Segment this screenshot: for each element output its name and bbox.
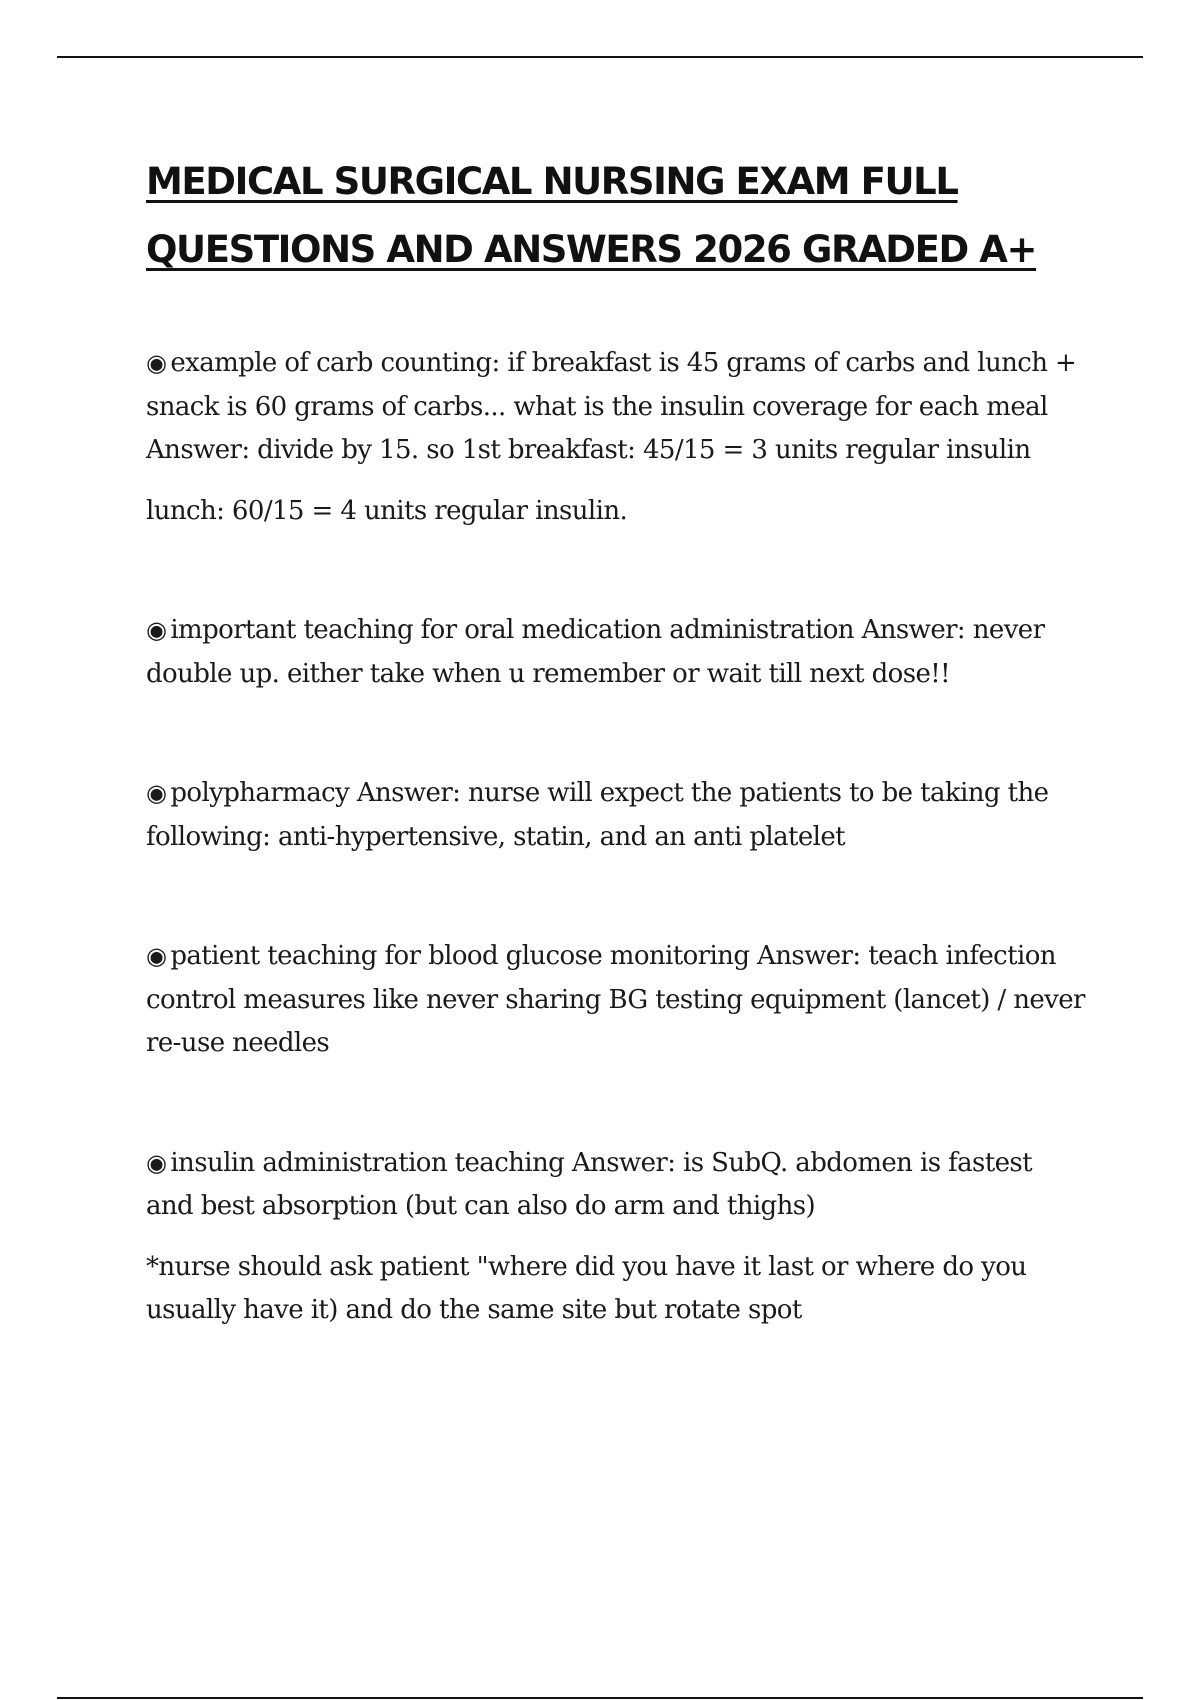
- title-line-2: QUESTIONS AND ANSWERS 2026 GRADED A+: [146, 228, 1037, 271]
- document-title: [146, 148, 1086, 284]
- qa-item-carb-counting: [146, 342, 1086, 533]
- bullet-icon: ◉: [146, 1148, 167, 1177]
- qa-text: patient teaching for blood glucose monitoring Answer: teach infection control measures like never sharing BG testing equipment (lancet) / never re-use needles: [146, 941, 1085, 1058]
- qa-text: insulin administration teaching Answer: is SubQ. abdomen is fastest and best absorption (but can also do arm and thighs): [146, 1147, 1033, 1221]
- bullet-icon: ◉: [146, 349, 167, 377]
- qa-item-insulin-administration: [146, 1142, 1086, 1333]
- qa-continuation: lunch: 60/15 = 4 units regular insulin.: [146, 495, 628, 526]
- qa-item-glucose-monitoring: [146, 935, 1086, 1066]
- qa-continuation: *nurse should ask patient "where did you have it last or where do you usually have it) and do the same site but rotate spot: [146, 1251, 1027, 1325]
- qa-text: example of carb counting: if breakfast is 45 grams of carbs and lunch + snack is 60 grams of carbs... what is the insulin coverage for each meal Answer: divide by 15. so 1st breakfast: 45/15 = 3 units regular insulin: [146, 348, 1077, 465]
- top-divider: [57, 56, 1143, 58]
- qa-question-answer: [146, 935, 1086, 1066]
- qa-question-answer: [146, 772, 1086, 859]
- qa-question-answer: [146, 1142, 1086, 1229]
- title-line-1: MEDICAL SURGICAL NURSING EXAM FULL: [146, 160, 958, 203]
- bullet-icon: ◉: [146, 616, 167, 644]
- qa-text: polypharmacy Answer: nurse will expect the patients to be taking the following: anti-hypertensive, statin, and an anti platelet: [146, 778, 1049, 852]
- qa-question-answer: [146, 609, 1086, 696]
- qa-item-oral-medication: [146, 609, 1086, 696]
- bullet-icon: ◉: [146, 779, 167, 807]
- qa-question-answer: [146, 342, 1086, 473]
- document-body: [146, 148, 1086, 1409]
- qa-item-polypharmacy: [146, 772, 1086, 859]
- bullet-icon: ◉: [146, 942, 167, 970]
- qa-list: [146, 342, 1086, 1333]
- qa-text: important teaching for oral medication administration Answer: never double up. either take when u remember or wait till next dose!!: [146, 615, 1045, 689]
- bottom-divider: [57, 1697, 1143, 1699]
